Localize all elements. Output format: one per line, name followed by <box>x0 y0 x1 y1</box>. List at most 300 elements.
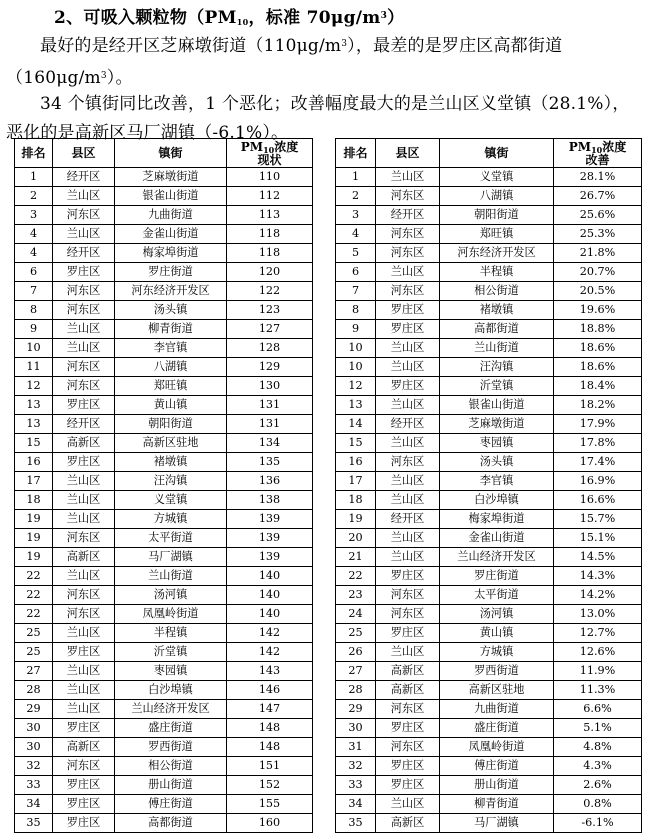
value-cell: 112 <box>227 187 313 206</box>
table-row <box>336 453 642 472</box>
table-row <box>15 529 313 548</box>
town-cell: 盛庄街道 <box>440 719 554 738</box>
value-cell: -6.1% <box>554 814 642 833</box>
value-cell: 20.7% <box>554 263 642 282</box>
table-row <box>336 510 642 529</box>
district-cell: 兰山区 <box>53 510 115 529</box>
value-cell: 25.3% <box>554 225 642 244</box>
district-cell: 河东区 <box>53 757 115 776</box>
value-cell: 139 <box>227 510 313 529</box>
district-cell: 河东区 <box>53 358 115 377</box>
district-cell: 兰山区 <box>53 567 115 586</box>
value-cell: 11.9% <box>554 662 642 681</box>
value-cell: 131 <box>227 415 313 434</box>
district-cell: 兰山区 <box>53 187 115 206</box>
value-cell: 18.8% <box>554 320 642 339</box>
table-row <box>336 605 642 624</box>
value-cell: 17.4% <box>554 453 642 472</box>
table-row <box>15 472 313 491</box>
district-cell: 经开区 <box>376 510 440 529</box>
town-cell: 方城镇 <box>115 510 227 529</box>
summary-paragraph-best-worst: 最好的是经开区芝麻墩街道$(110\mu g/m^3)$，最差的是罗庄区高都街道$(160\mu g/m^3)$。 <box>6 36 563 88</box>
district-cell: 河东区 <box>376 586 440 605</box>
value-cell: 155 <box>227 795 313 814</box>
table-row <box>336 662 642 681</box>
district-cell: 河东区 <box>376 187 440 206</box>
district-cell: 河东区 <box>376 700 440 719</box>
rank-cell: 15 <box>15 434 53 453</box>
value-cell: 138 <box>227 491 313 510</box>
town-cell: 芝麻墩街道 <box>440 415 554 434</box>
district-cell: 兰山区 <box>53 662 115 681</box>
town-cell: 汪沟镇 <box>440 358 554 377</box>
value-cell: 118 <box>227 225 313 244</box>
district-cell: 罗庄区 <box>376 719 440 738</box>
district-cell: 罗庄区 <box>53 776 115 795</box>
rank-cell: 33 <box>15 776 53 795</box>
value-cell: 140 <box>227 586 313 605</box>
table-row <box>336 225 642 244</box>
district-cell: 高新区 <box>376 681 440 700</box>
town-cell: 罗庄街道 <box>440 567 554 586</box>
table-row <box>15 358 313 377</box>
rank-cell: 3 <box>15 206 53 225</box>
table-row <box>336 681 642 700</box>
value-cell: 18.4% <box>554 377 642 396</box>
rank-cell: 16 <box>15 453 53 472</box>
table-row <box>336 263 642 282</box>
value-cell: 4.8% <box>554 738 642 757</box>
table-row <box>15 681 313 700</box>
town-cell: 兰山经济开发区 <box>115 700 227 719</box>
district-cell: 经开区 <box>53 244 115 263</box>
table-row <box>336 434 642 453</box>
town-cell: 汤河镇 <box>440 605 554 624</box>
town-cell: 黄山镇 <box>440 624 554 643</box>
district-cell: 兰山区 <box>53 681 115 700</box>
value-cell: 0.8% <box>554 795 642 814</box>
table-row <box>15 415 313 434</box>
header-rank: 排名 <box>15 139 53 168</box>
value-cell: 130 <box>227 377 313 396</box>
town-cell: 汪沟镇 <box>115 472 227 491</box>
table-row <box>15 776 313 795</box>
district-cell: 罗庄区 <box>53 453 115 472</box>
table-row <box>336 567 642 586</box>
rank-cell: 29 <box>336 700 376 719</box>
rank-cell: 27 <box>336 662 376 681</box>
table-header-row <box>15 139 313 168</box>
town-cell: 册山街道 <box>115 776 227 795</box>
rank-cell: 23 <box>336 586 376 605</box>
table-row <box>336 301 642 320</box>
rank-cell: 16 <box>336 453 376 472</box>
district-cell: 河东区 <box>376 605 440 624</box>
district-cell: 兰山区 <box>376 339 440 358</box>
rank-cell: 4 <box>15 225 53 244</box>
district-cell: 罗庄区 <box>376 757 440 776</box>
table-row <box>15 453 313 472</box>
district-cell: 罗庄区 <box>376 377 440 396</box>
value-cell: 148 <box>227 738 313 757</box>
town-cell: 白沙埠镇 <box>115 681 227 700</box>
rank-cell: 9 <box>336 320 376 339</box>
rank-cell: 22 <box>336 567 376 586</box>
town-cell: 义堂镇 <box>115 491 227 510</box>
table-row <box>336 586 642 605</box>
district-cell: 河东区 <box>376 282 440 301</box>
rank-cell: 1 <box>15 168 53 187</box>
town-cell: 银雀山街道 <box>115 187 227 206</box>
rank-cell: 32 <box>15 757 53 776</box>
town-cell: 河东经济开发区 <box>115 282 227 301</box>
rank-cell: 17 <box>15 472 53 491</box>
district-cell: 河东区 <box>53 529 115 548</box>
rank-cell: 22 <box>15 605 53 624</box>
district-cell: 罗庄区 <box>53 719 115 738</box>
table-row <box>336 472 642 491</box>
rank-cell: 30 <box>15 719 53 738</box>
town-cell: 盛庄街道 <box>115 719 227 738</box>
table-row <box>15 168 313 187</box>
district-cell: 罗庄区 <box>376 624 440 643</box>
town-cell: 沂堂镇 <box>115 643 227 662</box>
table-row <box>15 244 313 263</box>
value-cell: 11.3% <box>554 681 642 700</box>
town-cell: 傅庄街道 <box>440 757 554 776</box>
table-body <box>15 168 313 833</box>
table-row <box>336 377 642 396</box>
value-cell: 18.2% <box>554 396 642 415</box>
town-cell: 褚墩镇 <box>440 301 554 320</box>
district-cell: 兰山区 <box>53 491 115 510</box>
rank-cell: 30 <box>15 738 53 757</box>
district-cell: 兰山区 <box>376 263 440 282</box>
rank-cell: 19 <box>15 510 53 529</box>
value-cell: 110 <box>227 168 313 187</box>
table-row <box>15 510 313 529</box>
rank-cell: 2 <box>15 187 53 206</box>
district-cell: 罗庄区 <box>376 776 440 795</box>
town-cell: 褚墩镇 <box>115 453 227 472</box>
table-row <box>15 719 313 738</box>
town-cell: 黄山镇 <box>115 396 227 415</box>
rank-cell: 7 <box>15 282 53 301</box>
town-cell: 汤头镇 <box>440 453 554 472</box>
rank-cell: 26 <box>336 643 376 662</box>
district-cell: 兰山区 <box>53 320 115 339</box>
town-cell: 高新区驻地 <box>440 681 554 700</box>
value-cell: 146 <box>227 681 313 700</box>
district-cell: 兰山区 <box>376 548 440 567</box>
rank-cell: 15 <box>336 434 376 453</box>
rank-cell: 17 <box>336 472 376 491</box>
table-row <box>15 320 313 339</box>
value-cell: 140 <box>227 605 313 624</box>
rank-cell: 13 <box>15 396 53 415</box>
town-cell: 八湖镇 <box>440 187 554 206</box>
table-row <box>15 206 313 225</box>
value-cell: 16.9% <box>554 472 642 491</box>
table-row <box>15 662 313 681</box>
table-row <box>336 548 642 567</box>
town-cell: 河东经济开发区 <box>440 244 554 263</box>
header-district: 县区 <box>53 139 115 168</box>
table-row <box>336 415 642 434</box>
value-cell: 140 <box>227 567 313 586</box>
district-cell: 兰山区 <box>53 472 115 491</box>
value-cell: 21.8% <box>554 244 642 263</box>
town-cell: 兰山街道 <box>440 339 554 358</box>
value-cell: 13.0% <box>554 605 642 624</box>
value-cell: 148 <box>227 719 313 738</box>
town-cell: 方城镇 <box>440 643 554 662</box>
pm10-status-table <box>14 138 313 833</box>
district-cell: 罗庄区 <box>376 301 440 320</box>
rank-cell: 12 <box>336 377 376 396</box>
district-cell: 高新区 <box>53 738 115 757</box>
value-cell: 6.6% <box>554 700 642 719</box>
value-cell: 25.6% <box>554 206 642 225</box>
table-row <box>15 567 313 586</box>
district-cell: 兰山区 <box>376 472 440 491</box>
town-cell: 相公街道 <box>440 282 554 301</box>
table-row <box>15 263 313 282</box>
rank-cell: 28 <box>15 681 53 700</box>
town-cell: 芝麻墩街道 <box>115 168 227 187</box>
table-row <box>15 187 313 206</box>
district-cell: 罗庄区 <box>376 320 440 339</box>
town-cell: 柳青街道 <box>115 320 227 339</box>
district-cell: 兰山区 <box>376 491 440 510</box>
value-cell: 18.6% <box>554 358 642 377</box>
header-district: 县区 <box>376 139 440 168</box>
value-cell: 14.5% <box>554 548 642 567</box>
table-row <box>336 320 642 339</box>
district-cell: 兰山区 <box>376 529 440 548</box>
table-row <box>336 358 642 377</box>
rank-cell: 18 <box>15 491 53 510</box>
header-rank: 排名 <box>336 139 376 168</box>
district-cell: 河东区 <box>53 605 115 624</box>
town-cell: 郑旺镇 <box>440 225 554 244</box>
town-cell: 马厂湖镇 <box>440 814 554 833</box>
rank-cell: 20 <box>336 529 376 548</box>
rank-cell: 11 <box>15 358 53 377</box>
rank-cell: 8 <box>15 301 53 320</box>
district-cell: 兰山区 <box>376 643 440 662</box>
value-cell: 152 <box>227 776 313 795</box>
district-cell: 经开区 <box>53 415 115 434</box>
district-cell: 兰山区 <box>53 624 115 643</box>
rank-cell: 35 <box>336 814 376 833</box>
district-cell: 高新区 <box>53 548 115 567</box>
value-cell: 136 <box>227 472 313 491</box>
rank-cell: 25 <box>15 643 53 662</box>
district-cell: 罗庄区 <box>53 396 115 415</box>
district-cell: 河东区 <box>53 282 115 301</box>
town-cell: 马厂湖镇 <box>115 548 227 567</box>
table-row <box>336 282 642 301</box>
header-pm10-status: $PM_{10}$浓度 现状 <box>227 139 313 168</box>
value-cell: 20.5% <box>554 282 642 301</box>
table-row <box>15 795 313 814</box>
value-cell: 139 <box>227 548 313 567</box>
district-cell: 河东区 <box>376 225 440 244</box>
table-row <box>336 719 642 738</box>
value-cell: 14.2% <box>554 586 642 605</box>
town-cell: 朝阳街道 <box>440 206 554 225</box>
table-row <box>15 757 313 776</box>
town-cell: 凤凰岭街道 <box>115 605 227 624</box>
value-cell: 15.1% <box>554 529 642 548</box>
district-cell: 兰山区 <box>376 358 440 377</box>
town-cell: 罗西街道 <box>115 738 227 757</box>
table-row <box>15 814 313 833</box>
table-row <box>336 776 642 795</box>
rank-cell: 21 <box>336 548 376 567</box>
town-cell: 太平街道 <box>440 586 554 605</box>
town-cell: 相公街道 <box>115 757 227 776</box>
table-row <box>336 244 642 263</box>
district-cell: 兰山区 <box>53 700 115 719</box>
table-row <box>15 339 313 358</box>
district-cell: 兰山区 <box>53 225 115 244</box>
value-cell: 142 <box>227 643 313 662</box>
header-pm10-improvement: $PM_{10}$浓度 改善 <box>554 139 642 168</box>
town-cell: 册山街道 <box>440 776 554 795</box>
rank-cell: 4 <box>15 244 53 263</box>
rank-cell: 10 <box>336 339 376 358</box>
table-row <box>15 738 313 757</box>
value-cell: 127 <box>227 320 313 339</box>
value-cell: 143 <box>227 662 313 681</box>
table-row <box>15 586 313 605</box>
town-cell: 李官镇 <box>440 472 554 491</box>
table-row <box>336 624 642 643</box>
town-cell: 九曲街道 <box>440 700 554 719</box>
rank-cell: 19 <box>336 510 376 529</box>
table-row <box>15 700 313 719</box>
town-cell: 高都街道 <box>440 320 554 339</box>
district-cell: 罗庄区 <box>53 263 115 282</box>
district-cell: 兰山区 <box>376 795 440 814</box>
value-cell: 129 <box>227 358 313 377</box>
rank-cell: 1 <box>336 168 376 187</box>
value-cell: 122 <box>227 282 313 301</box>
town-cell: 朝阳街道 <box>115 415 227 434</box>
table-row <box>336 187 642 206</box>
rank-cell: 7 <box>336 282 376 301</box>
town-cell: 金雀山街道 <box>440 529 554 548</box>
table-row <box>15 605 313 624</box>
district-cell: 高新区 <box>376 662 440 681</box>
district-cell: 经开区 <box>53 168 115 187</box>
rank-cell: 27 <box>15 662 53 681</box>
table-row <box>15 491 313 510</box>
value-cell: 118 <box>227 244 313 263</box>
table-row <box>336 206 642 225</box>
table-row <box>15 377 313 396</box>
rank-cell: 8 <box>336 301 376 320</box>
value-cell: 135 <box>227 453 313 472</box>
district-cell: 河东区 <box>53 377 115 396</box>
town-cell: 罗西街道 <box>440 662 554 681</box>
district-cell: 河东区 <box>376 453 440 472</box>
rank-cell: 25 <box>15 624 53 643</box>
town-cell: 高都街道 <box>115 814 227 833</box>
rank-cell: 2 <box>336 187 376 206</box>
district-cell: 高新区 <box>376 814 440 833</box>
rank-cell: 22 <box>15 567 53 586</box>
town-cell: 太平街道 <box>115 529 227 548</box>
district-cell: 罗庄区 <box>53 643 115 662</box>
section-heading: 2、可吸入颗粒物（$PM_{10}$，标准 $70\mu g/m^3$） <box>54 8 405 28</box>
table-row <box>15 301 313 320</box>
value-cell: 26.7% <box>554 187 642 206</box>
table-row <box>15 434 313 453</box>
town-cell: 枣园镇 <box>440 434 554 453</box>
value-cell: 12.7% <box>554 624 642 643</box>
district-cell: 河东区 <box>53 301 115 320</box>
table-body <box>336 168 642 833</box>
table-row <box>15 282 313 301</box>
town-cell: 沂堂镇 <box>440 377 554 396</box>
value-cell: 134 <box>227 434 313 453</box>
table-row <box>15 643 313 662</box>
value-cell: 19.6% <box>554 301 642 320</box>
rank-cell: 35 <box>15 814 53 833</box>
value-cell: 15.7% <box>554 510 642 529</box>
town-cell: 兰山经济开发区 <box>440 548 554 567</box>
value-cell: 5.1% <box>554 719 642 738</box>
district-cell: 兰山区 <box>53 339 115 358</box>
town-cell: 郑旺镇 <box>115 377 227 396</box>
value-cell: 113 <box>227 206 313 225</box>
table-row <box>336 529 642 548</box>
value-cell: 12.6% <box>554 643 642 662</box>
rank-cell: 22 <box>15 586 53 605</box>
value-cell: 147 <box>227 700 313 719</box>
district-cell: 经开区 <box>376 206 440 225</box>
rank-cell: 29 <box>15 700 53 719</box>
town-cell: 白沙埠镇 <box>440 491 554 510</box>
rank-cell: 33 <box>336 776 376 795</box>
rank-cell: 31 <box>336 738 376 757</box>
table-row <box>15 624 313 643</box>
table-row <box>336 738 642 757</box>
town-cell: 汤头镇 <box>115 301 227 320</box>
table-row <box>15 225 313 244</box>
rank-cell: 32 <box>336 757 376 776</box>
town-cell: 凤凰岭街道 <box>440 738 554 757</box>
rank-cell: 19 <box>15 548 53 567</box>
town-cell: 李官镇 <box>115 339 227 358</box>
rank-cell: 19 <box>15 529 53 548</box>
table-row <box>15 548 313 567</box>
rank-cell: 24 <box>336 605 376 624</box>
table-row <box>336 814 642 833</box>
header-town: 镇街 <box>115 139 227 168</box>
table-row <box>15 396 313 415</box>
value-cell: 28.1% <box>554 168 642 187</box>
rank-cell: 13 <box>336 396 376 415</box>
value-cell: 151 <box>227 757 313 776</box>
district-cell: 河东区 <box>376 738 440 757</box>
town-cell: 半程镇 <box>440 263 554 282</box>
town-cell: 半程镇 <box>115 624 227 643</box>
rank-cell: 6 <box>15 263 53 282</box>
